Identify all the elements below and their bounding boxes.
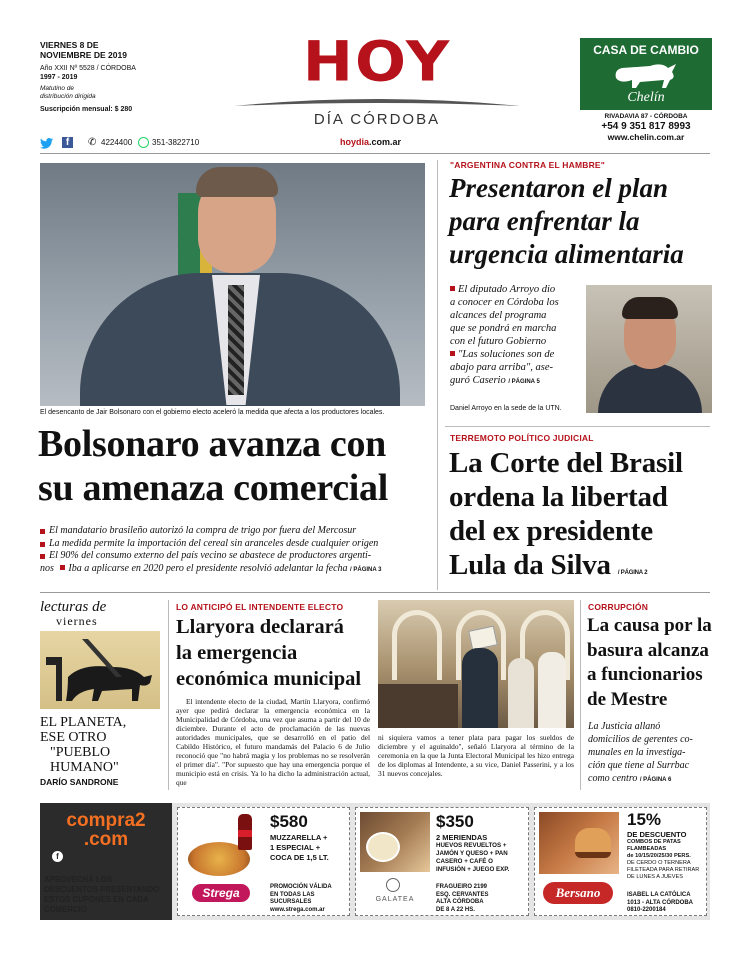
column-divider-top <box>437 160 438 590</box>
column-divider-mestre <box>580 600 581 790</box>
lecturas-illustration <box>40 631 160 709</box>
hunger-bullet-1b: a conocer en Córdoba los <box>450 297 559 308</box>
hunger-bullet-2-marker <box>450 351 455 356</box>
strega-offer-3: COCA DE 1,5 LT. <box>270 853 329 862</box>
hunger-bullet-2a: "Las soluciones son de <box>458 349 555 360</box>
bersano-offer-6: FILETEADA PARA RETIRAR <box>627 867 700 873</box>
website-domain: hoydia <box>340 137 370 147</box>
strega-coke-label <box>238 830 252 837</box>
strega-offer <box>270 833 329 863</box>
llaryora-photo-person-3 <box>538 652 566 728</box>
lula-headline <box>449 446 714 590</box>
compra2-promo-3: ESTOS CUPONES EN CADA <box>44 895 149 904</box>
mestre-headline-line-4: de Mestre <box>587 688 668 710</box>
llaryora-photo-arch-1 <box>392 610 442 680</box>
lecturas-headline-line-2: ESE OTRO <box>40 730 107 745</box>
galatea-offer <box>436 833 509 874</box>
hunger-kicker: "ARGENTINA CONTRA EL HAMBRE" <box>450 160 606 170</box>
lula-kicker: TERREMOTO POLÍTICO JUDICIAL <box>450 433 594 443</box>
lead-bullet-3-end: nos <box>40 562 54 574</box>
mestre-headline-line-3: a funcionarios <box>587 664 703 685</box>
lula-page-ref[interactable]: / PÁGINA 2 <box>617 570 648 576</box>
hunger-bullet-1-line-1 <box>450 283 580 296</box>
bersano-offer-4: de 10/15/20/25/30 PERS. <box>627 853 691 859</box>
hunger-bullet-2c: guró Caserio <box>450 375 506 386</box>
ad-casa-web: www.chelin.com.ar <box>607 132 685 142</box>
bersano-offer-7: DE LUNES A JUEVES <box>627 874 683 880</box>
hunger-bullets <box>450 283 580 389</box>
coupon-galatea[interactable] <box>355 807 529 916</box>
hunger-headline-line-2: para enfrentar la <box>449 206 640 236</box>
masthead-rule <box>40 153 710 154</box>
coupon-strega[interactable] <box>177 807 350 916</box>
bersano-phone: 0810-2200184 <box>627 907 666 913</box>
panther-illustration-icon <box>42 637 158 707</box>
mestre-deck-5: como centro <box>588 773 638 784</box>
column-divider-lecturas <box>168 600 169 790</box>
hunger-bullet-2b: abajo para arriba", ase- <box>450 362 553 373</box>
lead-photo-tie <box>228 285 244 395</box>
galatea-address-2: ESQ. CERVANTES <box>436 891 489 898</box>
ad-casa-info <box>580 110 712 144</box>
hunger-bullet-1d: que se pondrá en marcha <box>450 323 557 334</box>
lead-bullet-1: El mandatario brasileño autorizó la compra de trigo por fuera del Mercosur <box>40 525 435 538</box>
galatea-address-3: ALTA CÓRDOBA <box>436 899 484 905</box>
ad-casa-phone: +54 9 351 817 8993 <box>601 121 691 132</box>
mestre-kicker: CORRUPCIÓN <box>588 602 649 612</box>
morning-2: distribución dirigida <box>40 93 96 100</box>
whatsapp-number: 351-3822710 <box>152 138 200 147</box>
section-rule <box>40 592 710 593</box>
compra2-brand-b: .com <box>83 829 129 850</box>
bersano-offer-1: DE DESCUENTO <box>627 830 687 839</box>
lecturas-headline-line-1: EL PLANETA, <box>40 715 127 730</box>
lecturas-title-1: lecturas de <box>40 599 107 615</box>
galatea-hours: DE 8 A 22 HS. <box>436 906 475 913</box>
llaryora-photo-person-2 <box>508 658 534 728</box>
hunger-bullet-1a: El diputado Arroyo dio <box>458 284 556 295</box>
lead-headline <box>38 422 433 510</box>
ad-casa-address: RIVADAVIA 87 - CÓRDOBA <box>604 113 688 120</box>
compra2-promo-1: APROVECHÁ LOS <box>44 875 113 884</box>
morning-1: Matutino de <box>40 85 74 92</box>
ad-casa-de-cambio[interactable] <box>580 38 712 144</box>
galatea-logo-icon <box>386 878 400 892</box>
llaryora-photo-person-1 <box>462 648 498 728</box>
mestre-deck-3: munales en la investiga- <box>588 747 686 758</box>
lead-bullet-3: El 90% del consumo externo del país vecino se abastece de productores argenti- <box>40 550 435 563</box>
hunger-headline <box>449 172 714 271</box>
lula-headline-line-3: del ex presidente <box>449 515 653 547</box>
mestre-headline-line-1: La causa por la <box>587 615 712 636</box>
website[interactable] <box>340 137 401 147</box>
strega-note-2: EN TODAS LAS <box>270 891 315 898</box>
mestre-deck <box>588 720 713 787</box>
compra2-logo <box>50 811 162 849</box>
lecturas-headline-line-4: HUMANO" <box>50 760 119 775</box>
galatea-offer-5: INFUSIÓN + JUEGO EXP. <box>436 866 510 873</box>
galatea-offer-2: HUEVOS REVUELTOS + <box>436 842 507 849</box>
hunger-photo-hair <box>622 297 678 319</box>
bersano-address-2: 1013 - ALTA CÓRDOBA <box>627 899 694 906</box>
hunger-bullet-1e: con el futuro Gobierno <box>450 336 547 347</box>
facebook-icon[interactable]: f <box>52 851 63 862</box>
strega-offer-2: 1 ESPECIAL + <box>270 843 321 852</box>
mestre-deck-1: La Justicia allanó <box>588 721 661 732</box>
hunger-headline-line-3: urgencia alimentaria <box>449 239 684 269</box>
lead-headline-line-1: Bolsonaro avanza con <box>38 423 387 465</box>
subscription: Suscripción mensual: $ 280 <box>40 106 133 113</box>
facebook-icon[interactable]: f <box>62 137 73 148</box>
lula-headline-line-4: Lula da Silva <box>449 549 611 581</box>
edition: Año XXII Nº 5528 / CÓRDOBA <box>40 65 136 72</box>
mestre-headline-line-2: basura alcanza <box>587 639 709 661</box>
llaryora-headline-line-2: la emergencia <box>176 642 298 664</box>
phone-icon: ✆ <box>88 137 97 148</box>
mestre-deck-5-wrap <box>588 772 713 787</box>
strega-brand: Strega <box>192 884 250 902</box>
lula-headline-line-4-wrap <box>449 548 714 590</box>
llaryora-photo <box>378 600 574 728</box>
phone-number: 4224400 <box>101 138 133 147</box>
llaryora-kicker: LO ANTICIPÓ EL INTENDENTE ELECTO <box>176 602 344 612</box>
lecturas-title-2: viernes <box>56 614 98 628</box>
bersano-offer <box>627 830 699 881</box>
compra2-promo-2: DESCUENTOS PRESENTANDO <box>44 885 160 894</box>
llaryora-body-2: ni siquiera vamos a tener plata para pagar los sueldos de diciembre y el aguinaldo", señaló Llaryora al término de la ceremonia en la que la Junta Electoral Municipal les hizo entrega de los diplomas al Intendente, a su vice, Daniel Passerini, y a los 31 nuevos concejales. <box>378 733 574 778</box>
years: 1997 - 2019 <box>40 74 78 81</box>
llaryora-body-1: El intendente electo de la ciudad, Martín Llaryora, confirmó ayer que pedirá declarar la emergencia económica en la Municipalidad de Córdoba, una vez que asuma a partir del 10 de diciembre. Durante el acto de proclamación de las nuevas autoridades municipales, que se desarrolló en el patio del Cabildo Histórico, el futuro mandamás del Palacio 6 de Julio reconoció que "no habrá magia y los problemas no se resolverán el primer día". "Por supuesto que hay una emergencia porque el municipio está en crisis. Ya lo ha dicho la administración actual, que <box>176 697 370 787</box>
lead-headline-line-2: su amenaza comercial <box>38 467 388 509</box>
hunger-photo-body <box>598 363 702 413</box>
lula-headline-line-2: ordena la libertad <box>449 481 668 513</box>
lecturas-headline-line-3: "PUEBLO <box>50 745 111 760</box>
lecturas-box[interactable] <box>40 600 166 792</box>
mestre-deck-4: ción que tiene al Surrbac <box>588 760 690 771</box>
llaryora-photo-crowd <box>378 684 458 728</box>
ads-strip <box>40 803 710 920</box>
bersano-address-1: ISABEL LA CATÓLICA <box>627 892 691 898</box>
bull-icon <box>610 60 682 90</box>
strega-note <box>270 884 332 914</box>
strega-note-3: SUCURSALES <box>270 899 312 905</box>
compra2-promo-4: COMERCIO <box>44 905 87 914</box>
hunger-bullet-2-line-1 <box>450 348 580 361</box>
llaryora-headline-line-1: Llaryora declarará <box>176 616 344 638</box>
twitter-icon[interactable] <box>40 138 53 149</box>
logo: HOY <box>302 29 452 95</box>
llaryora-headline-line-3: económica municipal <box>176 668 362 690</box>
galatea-address-1: FRAGUEIRO 2199 <box>436 884 488 890</box>
bersano-address <box>627 892 693 915</box>
galatea-plate-image <box>366 832 400 862</box>
hunger-caption: Daniel Arroyo en la sede de la UTN. <box>450 405 562 412</box>
hunger-bullet-1-marker <box>450 286 455 291</box>
galatea-address <box>436 884 488 914</box>
website-tld: .com.ar <box>369 137 402 147</box>
strega-offer-1: MUZZARELLA + <box>270 833 328 842</box>
strega-price: $580 <box>270 812 308 831</box>
lead-bullet-4-marker <box>60 565 65 570</box>
hunger-bullet-2-line-3 <box>450 374 580 389</box>
galatea-brand: GALATEA <box>375 896 415 903</box>
masthead-info <box>40 40 220 114</box>
hunger-photo <box>586 285 712 413</box>
lula-headline-line-1: La Corte del Brasil <box>449 447 683 479</box>
hunger-page-ref[interactable]: / PÁGINA 5 <box>508 379 540 385</box>
mestre-page-ref[interactable]: / PÁGINA 6 <box>639 777 672 783</box>
strega-note-1: PROMOCIÓN VÁLIDA <box>270 884 332 890</box>
llaryora-headline <box>176 614 376 692</box>
lead-caption: El desencanto de Jair Bolsonaro con el gobierno electo aceleró la medida que afecta a los productores locales. <box>40 409 385 416</box>
compra2-promo <box>44 875 174 915</box>
lead-bullet-2: La medida permite la importación del cereal sin aranceles desde cualquier origen <box>40 538 435 551</box>
compra2-brand-a: compra2 <box>66 810 146 831</box>
bersano-discount: 15% <box>627 810 662 829</box>
galatea-offer-1: 2 MERIENDAS <box>436 833 488 842</box>
hunger-bullet-1c: alcances del programa <box>450 310 547 321</box>
hunger-headline-line-1: Presentaron el plan <box>449 173 669 203</box>
galatea-offer-3: JAMÓN Y QUESO + PAN <box>436 850 508 857</box>
lead-bullet-3-cont <box>40 563 435 577</box>
galatea-price: $350 <box>436 812 474 831</box>
strega-web: www.strega.com.ar <box>270 906 325 913</box>
hunger-rule <box>445 426 710 427</box>
lecturas-author: DARÍO SANDRONE <box>40 777 119 787</box>
mestre-headline <box>587 614 712 712</box>
ad-casa-brand: Chelín <box>627 90 665 105</box>
bersano-brand: Bersano <box>543 882 613 904</box>
whatsapp-icon <box>138 137 149 148</box>
bersano-sandwich-image <box>575 828 611 858</box>
lead-page-ref[interactable]: / PÁGINA 3 <box>350 566 382 573</box>
lecturas-headline <box>40 715 166 775</box>
date-line-1: VIERNES 8 DE <box>40 40 99 50</box>
coupon-bersano[interactable] <box>534 807 707 916</box>
bersano-offer-3: FLAMBEADAS <box>627 846 667 852</box>
lead-bullet-4: Iba a aplicarse en 2020 pero el presidente resolvió adelantar la fecha <box>68 562 348 574</box>
bersano-offer-5: DE CERDO O TERNERA <box>627 860 691 866</box>
ad-casa-title: CASA DE CAMBIO <box>593 43 699 57</box>
bersano-offer-2: COMBOS DE PATAS <box>627 839 681 845</box>
lead-photo <box>40 163 425 406</box>
date-line-2: NOVIEMBRE DE 2019 <box>40 50 127 60</box>
lead-bullets <box>40 525 435 576</box>
logo-subtitle: DÍA CÓRDOBA <box>313 111 441 128</box>
logo-swoosh <box>232 96 522 110</box>
mestre-deck-2: domicilios de gerentes co- <box>588 734 693 745</box>
lead-photo-hair <box>196 167 278 197</box>
galatea-offer-4: CASERO + CAFÉ O <box>436 858 493 865</box>
